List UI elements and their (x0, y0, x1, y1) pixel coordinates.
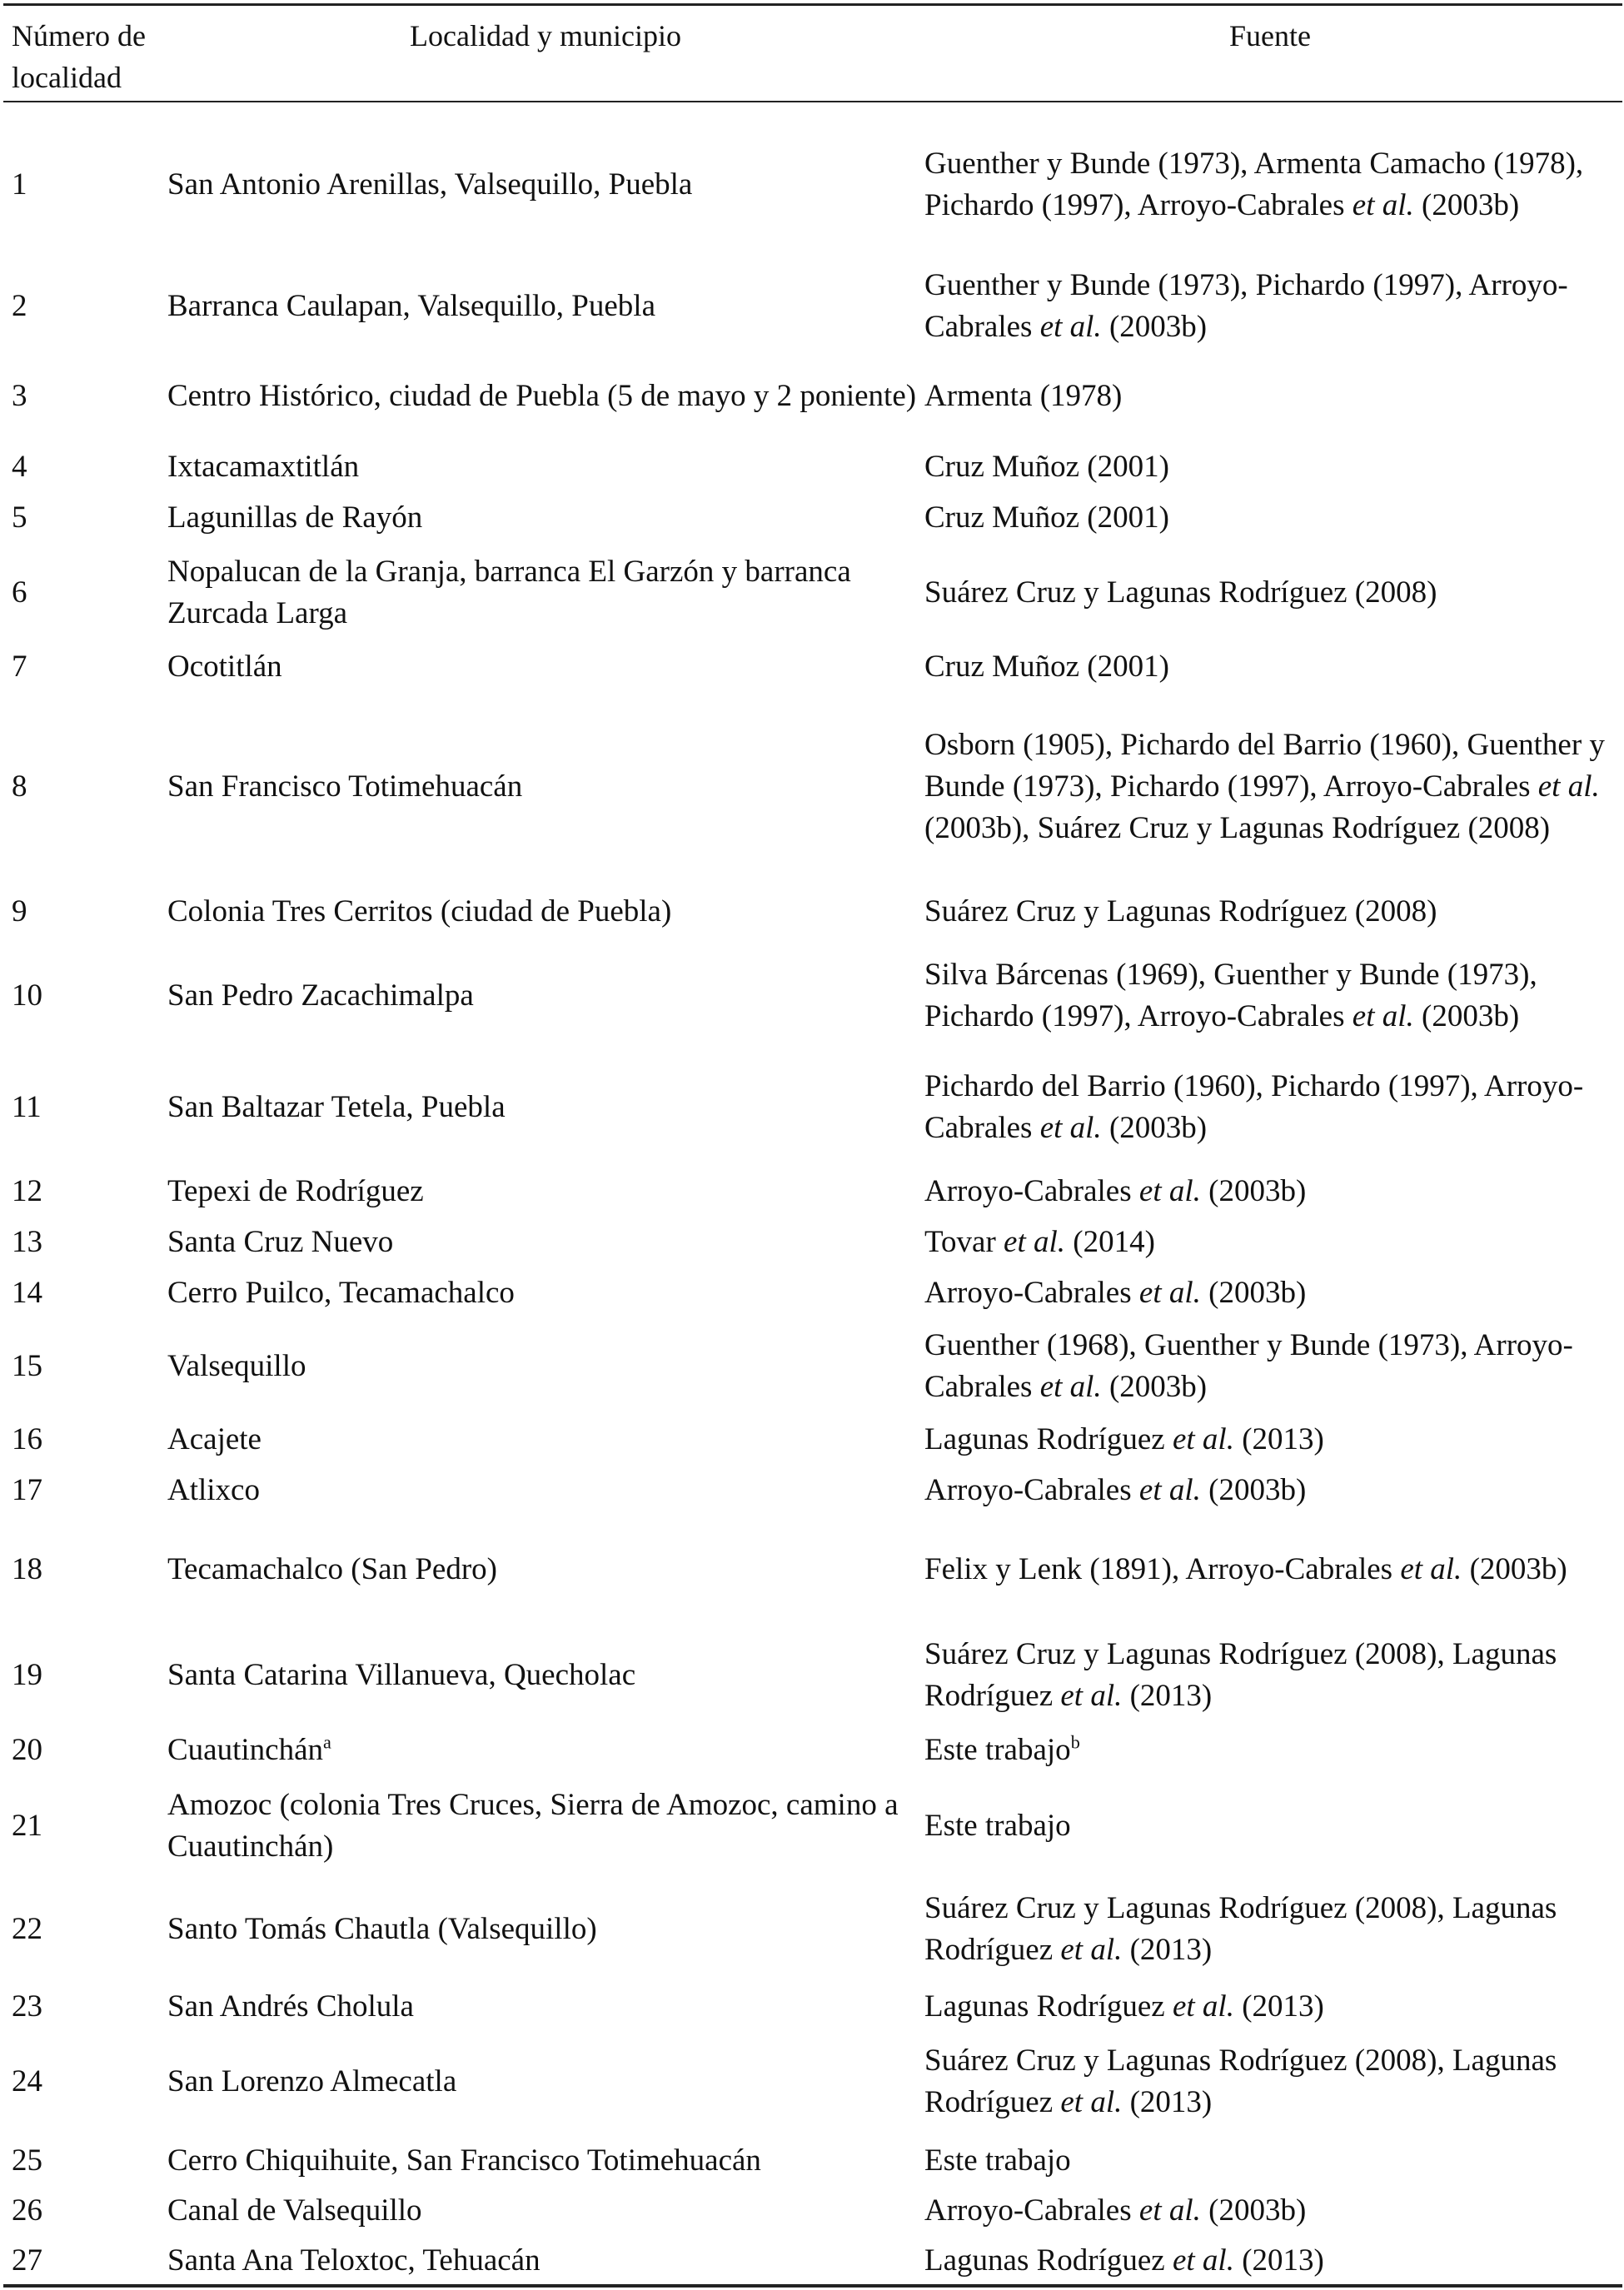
source-citation: Arroyo-Cabrales et al. (2003b) (924, 2193, 1307, 2228)
table-row (0, 2238, 1624, 2284)
table-row (0, 1270, 1624, 1317)
locality-number: 5 (12, 500, 27, 535)
locality-municipality: Ocotitlán (167, 650, 282, 684)
locality-number-cell (12, 1320, 153, 1413)
locality-municipality-cell (167, 1320, 917, 1413)
source-citation: Suárez Cruz y Lagunas Rodríguez (2008), Lagunas Rodríguez et al. (2013) (924, 1637, 1557, 1713)
table-row (0, 694, 1624, 879)
source-citation-cell (924, 353, 1620, 440)
locality-number-cell (12, 2138, 153, 2184)
locality-number: 7 (12, 650, 27, 684)
source-citation: Lagunas Rodríguez et al. (2013) (924, 2243, 1324, 2278)
locality-number: 9 (12, 894, 27, 928)
source-citation-cell (924, 1727, 1620, 1774)
locality-municipality: Nopalucan de la Granja, barranca El Garzón y barranca Zurcada Larga (167, 555, 851, 630)
locality-number: 6 (12, 575, 27, 610)
source-citation: Arroyo-Cabrales et al. (2003b) (924, 1276, 1307, 1310)
source-citation: Suárez Cruz y Lagunas Rodríguez (2008) (924, 575, 1437, 610)
table-row (0, 1984, 1624, 2029)
locality-municipality-cell (167, 1467, 917, 1514)
table-row (0, 885, 1624, 938)
source-citation-cell (924, 1984, 1620, 2029)
locality-number-cell (12, 1168, 153, 1215)
locality-municipality-cell (167, 353, 917, 440)
locality-municipality: Ixtacamaxtitlán (167, 450, 360, 484)
source-citation-cell (924, 115, 1620, 255)
source-citation: Cruz Muñoz (2001) (924, 500, 1169, 535)
locality-number-cell (12, 495, 153, 541)
locality-number: 27 (12, 2243, 42, 2278)
locality-municipality: Tecamachalco (San Pedro) (167, 1552, 497, 1586)
header-source: Fuente (1229, 19, 1311, 52)
locality-number-cell (12, 445, 153, 490)
locality-municipality: Acajete (167, 1422, 262, 1456)
locality-number: 17 (12, 1473, 42, 1507)
locality-number-cell (12, 2238, 153, 2284)
locality-number-cell (12, 944, 153, 1048)
source-citation-cell (924, 2238, 1620, 2284)
source-citation: Este trabajo (924, 1809, 1071, 1843)
locality-number: 4 (12, 450, 27, 484)
source-citation: Suárez Cruz y Lagunas Rodríguez (2008) (924, 894, 1437, 928)
locality-number: 11 (12, 1090, 42, 1124)
source-citation-cell (924, 1320, 1620, 1413)
locality-municipality-cell (167, 1984, 917, 2029)
header-locality-number: Número de localidad (12, 19, 146, 94)
locality-municipality-cell (167, 1629, 917, 1722)
source-citation-cell (924, 1168, 1620, 1215)
locality-municipality-cell (167, 2188, 917, 2233)
locality-number-cell (12, 546, 153, 640)
locality-number: 2 (12, 289, 27, 323)
source-citation: Tovar et al. (2014) (924, 1225, 1155, 1259)
table-row (0, 353, 1624, 440)
locality-municipality-cell (167, 1882, 917, 1977)
table-row (0, 1882, 1624, 1977)
table-row (0, 2138, 1624, 2184)
source-citation-cell (924, 885, 1620, 938)
source-citation-cell (924, 546, 1620, 640)
source-citation-cell (924, 1517, 1620, 1622)
table-row (0, 1727, 1624, 1774)
locality-number: 25 (12, 2143, 42, 2178)
table-row (0, 1779, 1624, 1874)
source-citation: Arroyo-Cabrales et al. (2003b) (924, 1473, 1307, 1507)
locality-number: 14 (12, 1276, 42, 1310)
locality-number: 20 (12, 1733, 42, 1767)
source-citation-cell (924, 694, 1620, 879)
table-row (0, 944, 1624, 1048)
locality-number: 21 (12, 1809, 42, 1843)
locality-municipality-cell (167, 885, 917, 938)
source-citation: Lagunas Rodríguez et al. (2013) (924, 1422, 1324, 1456)
source-citation: Guenther y Bunde (1973), Pichardo (1997), Arroyo-Cabrales et al. (2003b) (924, 268, 1568, 344)
table-row (0, 495, 1624, 541)
table-row (0, 1219, 1624, 1266)
locality-municipality-cell (167, 546, 917, 640)
locality-number: 23 (12, 1989, 42, 2024)
locality-municipality: Amozoc (colonia Tres Cruces, Sierra de Amozoc, camino a Cuautinchán) (167, 1788, 899, 1864)
locality-municipality: San Antonio Arenillas, Valsequillo, Puebla (167, 167, 693, 202)
locality-number: 3 (12, 379, 27, 413)
source-citation: Armenta (1978) (924, 379, 1123, 413)
source-citation-cell (924, 495, 1620, 541)
source-citation-cell (924, 1417, 1620, 1462)
source-citation-cell (924, 645, 1620, 689)
locality-municipality: Cerro Puilco, Tecamachalco (167, 1276, 515, 1310)
locality-number: 8 (12, 769, 27, 804)
source-citation-cell (924, 2138, 1620, 2184)
source-citation: Cruz Muñoz (2001) (924, 650, 1169, 684)
table-row (0, 2034, 1624, 2129)
source-citation: Cruz Muñoz (2001) (924, 450, 1169, 484)
locality-municipality-cell (167, 944, 917, 1048)
table-top-rule (3, 3, 1622, 6)
locality-number-cell (12, 1270, 153, 1317)
locality-number-cell (12, 1053, 153, 1162)
locality-number: 26 (12, 2193, 42, 2228)
locality-number-cell (12, 1467, 153, 1514)
source-citation-cell (924, 1053, 1620, 1162)
locality-number-cell (12, 1882, 153, 1977)
locality-number-cell (12, 353, 153, 440)
locality-municipality: San Lorenzo Almecatla (167, 2064, 457, 2098)
table-bottom-rule (3, 2284, 1622, 2288)
source-citation-cell (924, 1779, 1620, 1874)
source-citation: Felix y Lenk (1891), Arroyo-Cabrales et al. (2003b) (924, 1552, 1567, 1586)
locality-number-cell (12, 1417, 153, 1462)
locality-municipality: Canal de Valsequillo (167, 2193, 422, 2228)
locality-municipality: Tepexi de Rodríguez (167, 1174, 424, 1208)
locality-municipality-cell (167, 645, 917, 689)
locality-number: 10 (12, 978, 42, 1013)
locality-number-cell (12, 2188, 153, 2233)
locality-number-cell (12, 1727, 153, 1774)
table-row (0, 265, 1624, 348)
source-citation-cell (924, 1467, 1620, 1514)
locality-municipality: Cerro Chiquihuite, San Francisco Totimehuacán (167, 2143, 761, 2178)
locality-municipality: Santa Cruz Nuevo (167, 1225, 394, 1259)
locality-number-cell (12, 694, 153, 879)
header-rule (3, 101, 1622, 102)
source-citation: Guenther (1968), Guenther y Bunde (1973), Arroyo-Cabrales et al. (2003b) (924, 1328, 1573, 1404)
locality-number: 16 (12, 1422, 42, 1456)
locality-municipality: Atlixco (167, 1473, 260, 1507)
locality-municipality-cell (167, 2034, 917, 2129)
source-citation-cell (924, 1882, 1620, 1977)
locality-municipality: Centro Histórico, ciudad de Puebla (5 de mayo y 2 poniente) (167, 379, 917, 413)
locality-municipality-cell (167, 694, 917, 879)
locality-municipality-cell (167, 445, 917, 490)
table-row (0, 445, 1624, 490)
source-citation: Suárez Cruz y Lagunas Rodríguez (2008), Lagunas Rodríguez et al. (2013) (924, 1891, 1557, 1967)
locality-municipality-cell (167, 265, 917, 348)
locality-municipality-cell (167, 1779, 917, 1874)
table-row (0, 1517, 1624, 1622)
source-citation-cell (924, 445, 1620, 490)
locality-number-cell (12, 115, 153, 255)
table-row (0, 546, 1624, 640)
locality-municipality-cell (167, 2238, 917, 2284)
table-row (0, 1417, 1624, 1462)
locality-municipality-cell (167, 2138, 917, 2184)
source-citation: Silva Bárcenas (1969), Guenther y Bunde (1973), Pichardo (1997), Arroyo-Cabrales et al. (2003b) (924, 958, 1537, 1033)
source-citation-cell (924, 1629, 1620, 1722)
locality-municipality-cell (167, 1219, 917, 1266)
locality-municipality-cell (167, 495, 917, 541)
table-row (0, 1168, 1624, 1215)
source-citation: Lagunas Rodríguez et al. (2013) (924, 1989, 1324, 2024)
locality-number-cell (12, 2034, 153, 2129)
source-citation-cell (924, 2034, 1620, 2129)
locality-municipality-cell (167, 1270, 917, 1317)
locality-number-cell (12, 1629, 153, 1722)
locality-municipality: Barranca Caulapan, Valsequillo, Puebla (167, 289, 656, 323)
locality-number-cell (12, 265, 153, 348)
source-citation-cell (924, 944, 1620, 1048)
table-row (0, 645, 1624, 689)
source-citation-cell (924, 265, 1620, 348)
locality-municipality-cell (167, 115, 917, 255)
locality-number-cell (12, 885, 153, 938)
source-citation: Este trabajo (924, 2143, 1071, 2178)
locality-municipality: Cuautinchán$^a$ (167, 1731, 331, 1767)
source-citation: Osborn (1905), Pichardo del Barrio (1960), Guenther y Bunde (1973), Pichardo (1997), Arroyo-Cabrales et al. (2003b), Suárez Cruz y Lagunas Rodríguez (2008) (924, 728, 1605, 845)
source-citation-cell (924, 2188, 1620, 2233)
table-row (0, 1629, 1624, 1722)
locality-number-cell (12, 1219, 153, 1266)
locality-municipality: Colonia Tres Cerritos (ciudad de Puebla) (167, 894, 672, 928)
locality-municipality-cell (167, 1517, 917, 1622)
locality-municipality-cell (167, 1727, 917, 1774)
locality-municipality-cell (167, 1053, 917, 1162)
locality-number-cell (12, 1984, 153, 2029)
locality-number: 1 (12, 167, 27, 202)
table-row (0, 2188, 1624, 2233)
locality-municipality: Santa Catarina Villanueva, Quecholac (167, 1658, 636, 1692)
source-citation: Este trabajo$^b$ (924, 1731, 1080, 1767)
source-citation-cell (924, 1219, 1620, 1266)
locality-number-cell (12, 1779, 153, 1874)
locality-municipality: Lagunillas de Rayón (167, 500, 423, 535)
table-row (0, 1320, 1624, 1413)
table-row (0, 115, 1624, 255)
locality-number: 22 (12, 1912, 42, 1946)
locality-number: 18 (12, 1552, 42, 1586)
locality-municipality-cell (167, 1417, 917, 1462)
locality-number-cell (12, 645, 153, 689)
locality-municipality: Santa Ana Teloxtoc, Tehuacán (167, 2243, 541, 2278)
locality-number: 13 (12, 1225, 42, 1259)
locality-municipality: San Pedro Zacachimalpa (167, 978, 474, 1013)
locality-number: 19 (12, 1658, 42, 1692)
locality-municipality: San Francisco Totimehuacán (167, 769, 523, 804)
source-citation: Pichardo del Barrio (1960), Pichardo (1997), Arroyo-Cabrales et al. (2003b) (924, 1069, 1584, 1145)
source-citation: Guenther y Bunde (1973), Armenta Camacho (1978), Pichardo (1997), Arroyo-Cabrales et al. (2003b) (924, 147, 1584, 222)
locality-number: 15 (12, 1349, 42, 1383)
locality-municipality: Santo Tomás Chautla (Valsequillo) (167, 1912, 597, 1946)
locality-number: 24 (12, 2064, 42, 2098)
locality-number-cell (12, 1517, 153, 1622)
table-row (0, 1467, 1624, 1514)
source-citation-cell (924, 1270, 1620, 1317)
locality-number: 12 (12, 1174, 42, 1208)
locality-municipality: San Andrés Cholula (167, 1989, 414, 2024)
source-citation: Suárez Cruz y Lagunas Rodríguez (2008), Lagunas Rodríguez et al. (2013) (924, 2044, 1557, 2119)
table-row (0, 1053, 1624, 1162)
locality-municipality: San Baltazar Tetela, Puebla (167, 1090, 506, 1124)
locality-municipality: Valsequillo (167, 1349, 306, 1383)
locality-municipality-cell (167, 1168, 917, 1215)
header-locality-municipality: Localidad y municipio (410, 19, 681, 52)
source-citation: Arroyo-Cabrales et al. (2003b) (924, 1174, 1307, 1208)
